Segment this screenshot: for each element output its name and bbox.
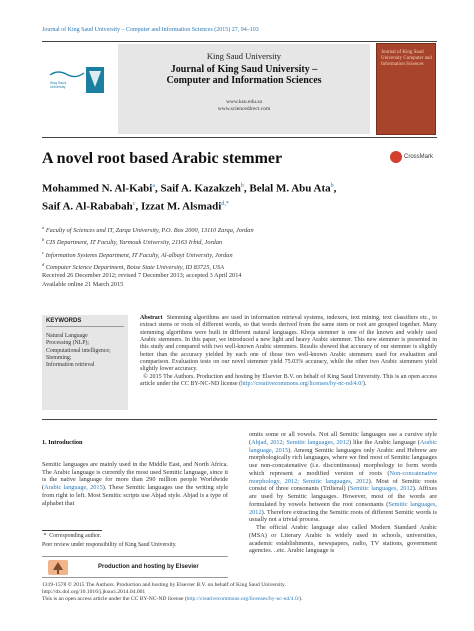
corresponding-author-note: * Corresponding author. <box>42 533 102 539</box>
intro-text: ). These Semitic languages use the writing style from right to left. Most Semitic scripts use Abjad style. Abjad is a type of alphabet that <box>42 484 228 507</box>
author-name: Saif A. Al-Rababah <box>42 200 133 213</box>
journal-title-line-2: Computer and Information Sciences <box>166 75 322 86</box>
license-note-end: ). <box>299 596 303 602</box>
journal-cover-image <box>376 43 436 135</box>
elsevier-logo-icon <box>48 560 68 575</box>
issn-copyright: 1319-1578 © 2015 The Authors. Production and hosting by Elsevier B.V. on behalf of King Saud University. <box>42 582 286 588</box>
section-heading: 1. Introduction <box>42 439 83 446</box>
journal-citation-line: Journal of King Saud University – Computer and Information Sciences (2015) 27, 94–103 <box>42 27 259 33</box>
masthead-top-rule <box>42 41 437 42</box>
journal-title <box>118 64 370 86</box>
sciencedirect-url[interactable]: www.sciencedirect.com <box>217 106 271 112</box>
affiliation-text: CIS Department, IT Faculty, Yarmouk University, 21163 Irbid, Jordan <box>45 239 223 247</box>
intro-text: Semitic languages are mainly used in the Middle East, and North Africa. The Arabic language is currently the most used Semitic language, since it is the native language for more than 290 million people Worldwide ( <box>42 460 228 492</box>
keywords-box <box>42 315 128 410</box>
article-dates <box>42 271 442 289</box>
license-link[interactable]: http://creativecommons.org/licenses/by-nc-nd/4.0/ <box>241 381 363 388</box>
online-date: Available online 21 March 2015 <box>42 281 124 288</box>
publication-info <box>42 582 442 603</box>
affiliation-marker: c <box>42 249 44 255</box>
citation-link[interactable]: Abjad, 2012; Semitic languages, 2012 <box>251 438 350 446</box>
intro-paragraph <box>42 461 228 508</box>
affiliations <box>42 223 442 272</box>
affiliation-item <box>42 235 442 247</box>
author-name: Izzat M. Alsmadi <box>140 200 222 213</box>
abstract-rule <box>42 419 437 420</box>
keyword-item: Computational intelligence; <box>46 347 111 354</box>
citation-link[interactable]: Non-concatenative morphology, 2012; Semitic languages, 2012 <box>249 469 437 485</box>
body-text: ) like the Arabic language ( <box>349 438 420 446</box>
footnotes <box>42 532 228 549</box>
crossmark-label: CrossMark <box>404 154 434 160</box>
elsevier-banner <box>42 556 228 578</box>
abstract-text: Stemming algorithms are used in information retrieval systems, indexers, text mining, text classifiers etc., to extract stems or roots of different words, so that words derived from the same stem or root are grouped together. Many stemming algorithms were built in different natural languages. Khoja stemmer is one of the known and widely used Arabic stemmers. In this paper, we introduced a new light and heavy Arabic stemmer. This new stemmer is presented in this study and compared with two well-known Arabic stemmers. Results showed that accuracy of our stemmer is slightly better than the accuracy yielded by each one of those two well-known Arabic stemmers used for evaluation and comparison. Evaluation tests on our novel stemmer yield 75.03% accuracy, while the other two Arabic stemmers yield slightly lower accuracy. <box>140 315 437 373</box>
journal-urls <box>118 99 370 113</box>
author-affiliation-marker[interactable]: b <box>330 183 334 189</box>
body-text: ). Among Semitic languages only Arabic and Hebrew are morphologically rich languages, where we find most of Semitic languages use non-concatenative (i.e. discontinuous) morphology to form words which represent a modified version of roots ( <box>249 446 437 477</box>
body-text: ). Affixes are used by Semitic languages. However, most of the words are formulated by vowels between the root consonants ( <box>249 485 438 508</box>
affiliation-text: Faculty of Sciences and IT, Zarqa University, P.O. Box 2000, 13110 Zarqa, Jordan <box>45 227 254 235</box>
logo-caption: King Saud University <box>50 81 67 89</box>
citation-link[interactable]: Semitic languages, 2012 <box>249 500 437 516</box>
abstract <box>140 315 437 388</box>
affiliation-item <box>42 223 442 235</box>
cover-title: Journal of King Saud University Computer and Information Sciences <box>381 50 432 67</box>
author-affiliation-marker[interactable]: d,* <box>221 200 229 207</box>
keyword-item: Natural Language <box>46 333 88 339</box>
affiliation-marker: d <box>42 261 45 267</box>
abstract-copyright: © 2015 The Authors. Production and hosting by Elsevier B.V. on behalf of King Saud University. This is an open access article under the CC BY-NC-ND license ( <box>140 373 437 388</box>
keyword-item: Stemming; <box>46 354 72 361</box>
affiliation-marker: b <box>42 237 45 243</box>
author-affiliation-marker[interactable]: b <box>240 183 244 189</box>
elsevier-tree-icon <box>48 560 68 575</box>
license-link[interactable]: http://creativecommons.org/licenses/by-nc-nd/4.0/ <box>186 596 300 602</box>
affiliation-item <box>42 248 442 260</box>
citation-link[interactable]: Arabic language, 2015 <box>44 484 103 492</box>
author-name: Mohammed N. Al-Kabi <box>42 182 153 195</box>
elsevier-hosting-text: Production and hosting by Elsevier <box>98 564 199 570</box>
author-affiliation-marker[interactable]: c <box>132 200 136 207</box>
author-separator: , <box>243 182 250 195</box>
corresponding-text: Corresponding author. <box>49 533 102 539</box>
body-text: omits some or all vowels. Not all Semitic languages use a cursive style ( <box>249 431 437 446</box>
author-affiliation-marker[interactable]: a <box>152 183 155 189</box>
keyword-item: Processing (NLP); <box>46 340 89 347</box>
citation-link[interactable]: Arabic language, 2015 <box>249 438 438 454</box>
affiliation-text: Information Systems Department, IT Faculty, Al-albayt University, Jordan <box>45 251 233 259</box>
body-paragraph <box>249 431 437 524</box>
author-separator: , <box>333 182 337 195</box>
author-separator: , <box>154 182 161 195</box>
doi-link[interactable]: http://dx.doi.org/10.1016/j.jksuci.2014.04.001 <box>42 589 146 595</box>
peer-review-note: Peer review under responsibility of King Saud University. <box>42 541 177 548</box>
body-text: ). Therefore extracting the Semitic roots of different Semitic words is usually not a trivial process. <box>249 508 437 524</box>
abstract-label: Abstract <box>140 315 163 321</box>
abstract-copyright-end: ). <box>362 381 367 388</box>
journal-masthead <box>42 41 437 138</box>
body-text: ). Most of Semitic roots consist of three consonants (Trilieral) ( <box>249 477 437 493</box>
university-name: King Saud University <box>206 51 282 61</box>
citation-link[interactable]: Semitic languages, 2012 <box>349 485 413 493</box>
ksu-logo <box>48 63 106 103</box>
affiliation-marker: a <box>42 225 45 230</box>
author-separator: , <box>135 200 141 213</box>
article-title: A novel root based Arabic stemmer <box>42 150 283 167</box>
keywords-title: KEYWORDS <box>46 318 124 327</box>
license-note-text: This is an open access article under the CC BY-NC-ND license ( <box>42 596 187 602</box>
affiliation-text: Computer Science Department, Boise State University, ID 83725, USA <box>45 263 225 271</box>
ksu-url[interactable]: www.ksu.edu.sa <box>226 99 262 105</box>
received-dates: Received 26 December 2012; revised 7 December 2013; accepted 3 April 2014 <box>42 272 242 279</box>
masthead-center-panel <box>118 44 370 134</box>
author-name: Saif A. Kazakzeh <box>160 182 241 195</box>
right-column <box>249 431 437 555</box>
author-list <box>42 179 442 214</box>
masthead-bottom-rule <box>42 137 437 138</box>
keyword-item: Information retrieval <box>46 362 95 369</box>
footnote-rule <box>42 530 102 531</box>
crossmark-icon <box>390 151 402 163</box>
journal-title-line-1: Journal of King Saud University – <box>170 64 318 75</box>
crossmark-badge[interactable] <box>390 149 440 167</box>
author-name: Belal M. Abu Ata <box>249 182 331 195</box>
left-column <box>42 439 228 508</box>
license-note <box>42 596 442 603</box>
body-paragraph: The official Arabic language also called Modern Standard Arabic (MSA) or Literary Arabic is widely used in schools, universities, academic establishments, newspapers, radio, TV stations, government agencies. ..etc. Arabic language is <box>249 524 437 555</box>
